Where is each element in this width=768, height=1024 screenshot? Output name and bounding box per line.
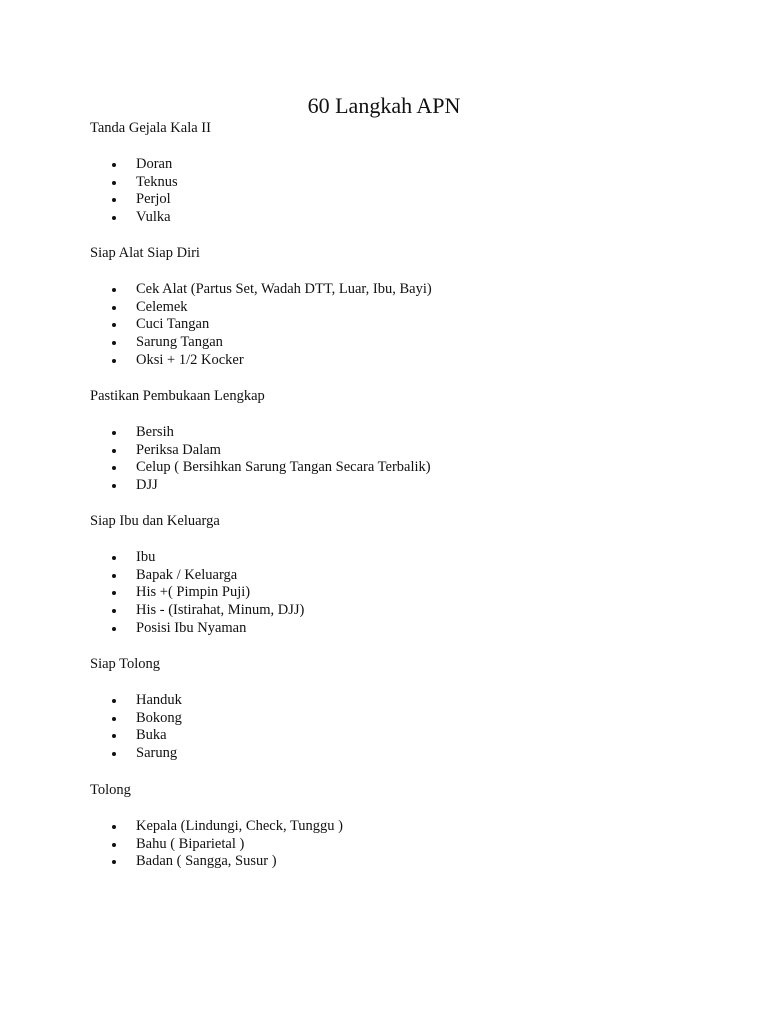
bullet-icon: [112, 752, 116, 756]
list-item: Bapak / Keluarga: [90, 567, 710, 585]
bullet-icon: [112, 591, 116, 595]
bullet-icon: [112, 574, 116, 578]
bullet-icon: [112, 198, 116, 202]
bullet-list: [90, 549, 710, 638]
list-item: Vulka: [90, 209, 710, 227]
list-item: Sarung: [90, 745, 710, 763]
list-item: Handuk: [90, 692, 710, 710]
list-item: DJJ: [90, 477, 710, 495]
bullet-icon: [112, 699, 116, 703]
list-item: Kepala (Lindungi, Check, Tunggu ): [90, 818, 710, 836]
bullet-list: [90, 281, 710, 370]
section-siap-alat: [90, 245, 710, 370]
section-tolong: [90, 782, 710, 871]
section-heading: Tanda Gejala Kala II: [90, 120, 211, 136]
list-item: Periksa Dalam: [90, 442, 710, 460]
list-item: Celemek: [90, 299, 710, 317]
bullet-icon: [112, 449, 116, 453]
list-item: Oksi + 1/2 Kocker: [90, 352, 710, 370]
list-item: Buka: [90, 727, 710, 745]
bullet-icon: [112, 556, 116, 560]
document-title: 60 Langkah APN: [307, 93, 461, 118]
list-item: Bersih: [90, 424, 710, 442]
bullet-icon: [112, 860, 116, 864]
section-pastikan-pembukaan: [90, 388, 710, 495]
list-item: His +( Pimpin Puji): [90, 584, 710, 602]
list-item: Cek Alat (Partus Set, Wadah DTT, Luar, Ibu, Bayi): [90, 281, 710, 299]
list-item: Badan ( Sangga, Susur ): [90, 853, 710, 871]
section-heading: Pastikan Pembukaan Lengkap: [90, 388, 265, 404]
bullet-icon: [112, 734, 116, 738]
list-item: Cuci Tangan: [90, 316, 710, 334]
bullet-icon: [112, 163, 116, 167]
bullet-icon: [112, 609, 116, 613]
bullet-icon: [112, 466, 116, 470]
list-item: His - (Istirahat, Minum, DJJ): [90, 602, 710, 620]
section-siap-tolong: [90, 656, 710, 763]
bullet-list: [90, 692, 710, 763]
bullet-icon: [112, 323, 116, 327]
bullet-icon: [112, 717, 116, 721]
bullet-icon: [112, 341, 116, 345]
bullet-list: [90, 818, 710, 871]
list-item: Ibu: [90, 549, 710, 567]
bullet-icon: [112, 216, 116, 220]
bullet-icon: [112, 825, 116, 829]
bullet-icon: [112, 843, 116, 847]
list-item: Teknus: [90, 174, 710, 192]
bullet-icon: [112, 431, 116, 435]
section-heading: Siap Tolong: [90, 656, 161, 672]
section-siap-ibu: [90, 513, 710, 638]
bullet-icon: [112, 359, 116, 363]
bullet-icon: [112, 288, 116, 292]
list-item: Celup ( Bersihkan Sarung Tangan Secara Terbalik): [90, 459, 710, 477]
list-item: Doran: [90, 156, 710, 174]
section-tanda-gejala: [90, 120, 710, 227]
list-item: Bokong: [90, 710, 710, 728]
bullet-icon: [112, 181, 116, 185]
section-heading: Tolong: [90, 782, 131, 798]
list-item: Sarung Tangan: [90, 334, 710, 352]
bullet-icon: [112, 627, 116, 631]
list-item: Posisi Ibu Nyaman: [90, 620, 710, 638]
section-heading: Siap Alat Siap Diri: [90, 245, 200, 261]
bullet-list: [90, 424, 710, 495]
bullet-icon: [112, 306, 116, 310]
list-item: Bahu ( Biparietal ): [90, 836, 710, 854]
bullet-icon: [112, 484, 116, 488]
section-heading: Siap Ibu dan Keluarga: [90, 513, 220, 529]
bullet-list: [90, 156, 710, 227]
list-item: Perjol: [90, 191, 710, 209]
